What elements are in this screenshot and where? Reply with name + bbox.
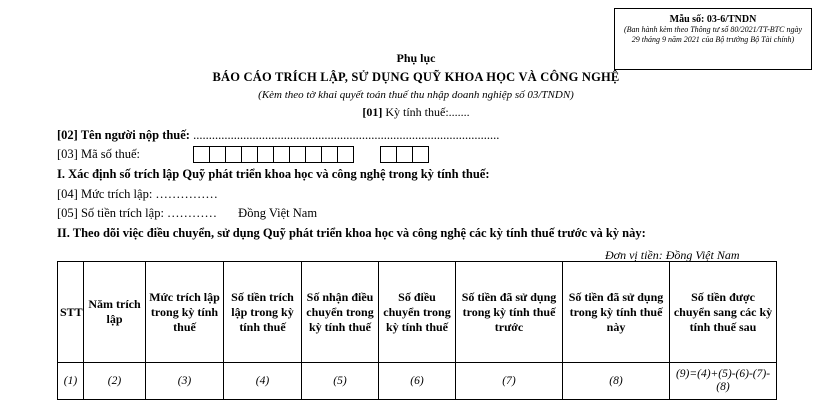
fund-tracking-table xyxy=(57,261,777,400)
tax-code-digit-box[interactable] xyxy=(321,146,338,163)
form-code: Mẫu số: 03-6/TNDN xyxy=(669,14,757,25)
table-cell: (3) xyxy=(146,363,224,400)
tax-code-digit-box[interactable] xyxy=(209,146,226,163)
table-cell: (9)=(4)+(5)-(6)-(7)-(8) xyxy=(670,363,777,400)
tax-code-digit-box[interactable] xyxy=(380,146,397,163)
tax-code-suffix-boxes[interactable] xyxy=(381,146,429,164)
report-title: BÁO CÁO TRÍCH LẬP, SỬ DỤNG QUỸ KHOA HỌC VÀ CÔNG NGHỆ xyxy=(212,70,620,84)
table-header: Số tiền trích lập trong kỳ tính thuế xyxy=(224,262,302,363)
tax-code-digit-box[interactable] xyxy=(257,146,274,163)
table-header-row xyxy=(58,262,777,363)
amount-row xyxy=(57,206,317,221)
amount-label[interactable]: [05] Số tiền trích lập: ………… xyxy=(57,206,218,220)
appendix-label: Phụ lục xyxy=(396,51,436,65)
report-subtitle: (Kèm theo tờ khai quyết toán thuế thu nhập doanh nghiệp số 03/TNDN) xyxy=(258,89,574,101)
rate-row[interactable]: [04] Mức trích lập: …………… xyxy=(57,187,218,201)
table-header: STT xyxy=(58,262,84,363)
tax-code-boxes[interactable] xyxy=(194,146,354,164)
tax-period-code: [01] xyxy=(362,105,383,119)
table-cell: (2) xyxy=(84,363,146,400)
tax-code-digit-box[interactable] xyxy=(273,146,290,163)
tax-code-digit-box[interactable] xyxy=(193,146,210,163)
taxpayer-name-label: [02] Tên người nộp thuế: xyxy=(57,128,190,142)
table-cell: (7) xyxy=(456,363,563,400)
section-2-heading: II. Theo dõi việc điều chuyển, sử dụng Quỹ phát triển khoa học và công nghệ các kỳ tính thuế trước và kỳ này: xyxy=(57,226,646,240)
section-1-heading: I. Xác định số trích lập Quỹ phát triển khoa học và công nghệ trong kỳ tính thuế: xyxy=(57,167,490,181)
currency-label: Đồng Việt Nam xyxy=(238,206,318,220)
tax-code-digit-box[interactable] xyxy=(241,146,258,163)
tax-code-digit-box[interactable] xyxy=(396,146,413,163)
tax-code-digit-box[interactable] xyxy=(412,146,429,163)
table-cell: (4) xyxy=(224,363,302,400)
currency-unit-note: Đơn vị tiền: Đồng Việt Nam xyxy=(605,248,740,262)
tax-code-digit-box[interactable] xyxy=(305,146,322,163)
table-cell: (1) xyxy=(58,363,84,400)
tax-period-field[interactable]: Kỳ tính thuế:....... xyxy=(385,105,470,119)
table-cell: (5) xyxy=(302,363,379,400)
table-cell: (6) xyxy=(379,363,456,400)
table-header: Số điều chuyển trong kỳ tính thuế xyxy=(379,262,456,363)
tax-code-digit-box[interactable] xyxy=(289,146,306,163)
table-header: Số tiền được chuyển sang các kỳ tính thuế sau xyxy=(670,262,777,363)
table-header: Số tiền đã sử dụng trong kỳ tính thuế trước xyxy=(456,262,563,363)
taxpayer-name-row xyxy=(57,128,499,143)
tax-code-digit-box[interactable] xyxy=(225,146,242,163)
table-cell: (8) xyxy=(563,363,670,400)
form-legal-note: (Ban hành kèm theo Thông tư số 80/2021/TT-BTC ngày 29 tháng 9 năm 2021 của Bộ trưởng Bộ Tài chính) xyxy=(624,25,802,44)
table-header: Năm trích lập xyxy=(84,262,146,363)
table-header: Số nhận điều chuyển trong kỳ tính thuế xyxy=(302,262,379,363)
tax-period xyxy=(0,105,832,120)
taxpayer-name-input[interactable]: .................................................................................................. xyxy=(193,128,500,142)
table-header: Mức trích lập trong kỳ tính thuế xyxy=(146,262,224,363)
tax-code-digit-box[interactable] xyxy=(337,146,354,163)
tax-code-label: [03] Mã số thuế: xyxy=(57,147,140,161)
table-index-row xyxy=(58,363,777,400)
table-header: Số tiền đã sử dụng trong kỳ tính thuế này xyxy=(563,262,670,363)
